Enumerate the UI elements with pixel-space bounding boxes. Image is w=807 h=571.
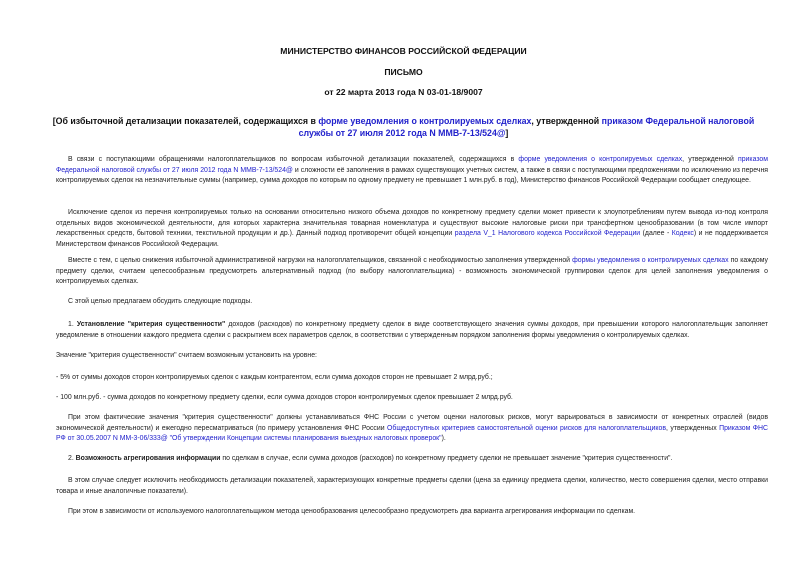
p2-text-b: (далее - (640, 230, 672, 238)
p8-text: - 100 млн.руб. - сумма доходов по конкретному предмету сделки, если сумма доходов сторон контролируемых сделок превышает 2 млрд.руб. (56, 394, 513, 401)
document-type: ПИСЬМО (384, 67, 423, 77)
p10-bold-heading: Возможность агрегирования информации (75, 455, 221, 462)
title-link-fns-order[interactable]: приказом Федеральной налоговой службы от 27 июля 2012 года N ММВ-7-13/524@ (298, 116, 755, 138)
p10-number: 2. (68, 455, 76, 462)
p7-text: - 5% от суммы доходов сторон контролируемых сделок с каждым контрагентом, если сумма доходов сторон не превышает 2 млрд.руб.; (56, 374, 493, 381)
p5-number: 1. (68, 321, 77, 328)
paragraph-8 (56, 393, 768, 404)
p2-link-tax-code-section[interactable]: раздела V_1 Налогового кодекса Российской Федерации (454, 230, 641, 238)
paragraph-9 (56, 413, 768, 445)
p6-text: Значение "критерия существенности" считаем возможным установить на уровне: (56, 352, 317, 359)
p3-link-notification-forms[interactable]: формы уведомления о контролируемых сделках (572, 257, 729, 264)
p1-link-fns-order[interactable]: приказом Федеральной налоговой службы от 27 июля 2012 года N ММВ-7-13/524@ (56, 156, 768, 174)
p10-text: по сделкам в случае, если сумма доходов (расходов) по конкретному предмету сделки не превышает значение "критерия существенности". (220, 455, 673, 462)
p4-text: С этой целью предлагаем обсудить следующие подходы. (68, 298, 253, 305)
p9-text-c: ). (441, 435, 446, 443)
paragraph-12 (56, 507, 768, 518)
paragraph-7 (56, 373, 768, 384)
p9-text-b: , утвержденных (666, 424, 720, 432)
p9-link-fns-order-2007[interactable]: Приказом ФНС РФ от 30.05.2007 N ММ-3-06/333@ "Об утверждении Концепции системы планирования выездных налоговых проверок" (56, 424, 768, 443)
paragraph-5 (56, 320, 768, 341)
title-link-notification-form[interactable]: форме уведомления о контролируемых сделках (318, 116, 532, 126)
ministry-heading: МИНИСТЕРСТВО ФИНАНСОВ РОССИЙСКОЙ ФЕДЕРАЦИИ (280, 46, 527, 56)
paragraph-6 (56, 351, 768, 362)
p2-text-c: ) и не поддерживается Министерством финансов Российской Федерации. (56, 230, 768, 248)
document-title (50, 115, 757, 139)
p3-text-a: Вместе с тем, с целью снижения избыточной административной нагрузки на налогоплательщиков, связанной с необходимостью заполнения утвержденной (68, 257, 573, 264)
paragraph-4 (56, 297, 768, 308)
p1-text-c: и сложности её заполнения в рамках существующих учетных систем, а также в связи с поступающими предложениями по исключению из перечня контролируемых сделок на незначительные суммы (например, сумма доходов по которым по одному предмету не превышает 1 млн.руб. в год), Министерство финансов Российской Федерации сообщает следующее. (56, 166, 768, 185)
p9-text-a: При этом фактические значения "критерия существенности" должны устанавливаться ФНС России с учетом оценки налоговых рисков, могут варьироваться в зависимости от конкретных отраслей (видов экономической деятельности) и ежегодно пересматриваться (по примеру установления ФНС России (56, 414, 768, 432)
p1-text-a: В связи с поступающими обращениями налогоплательщиков по вопросам избыточной детализации показателей, содержащихся в (68, 156, 519, 163)
p1-link-notification-form[interactable]: форме уведомления о контролируемых сделках (518, 156, 683, 163)
p12-text: При этом в зависимости от используемого налогоплательщиком метода ценообразования целесообразно предусмотреть два варианта агрегирования информации по сделкам. (68, 508, 636, 515)
p2-text-a: Исключение сделок из перечня контролируемых только на основании относительно низкого объема доходов по конкретному предмету сделки может привести к злоупотреблениям путем вывода из-под контроля отдельных видов экономической деятельности, для которых характерна значительная товарная номенклатура и существуют высокие налоговые риски при трансфертном ценообразовании (в том числе импорт лекарственных средств, бытовой техники, текстильной продукции и др.). Данный подход противоречит общей концепции (56, 209, 768, 238)
title-text-1: [Об избыточной детализации показателей, содержащихся в (52, 116, 319, 126)
p9-link-risk-criteria[interactable]: Общедоступных критериев самостоятельной оценки рисков для налогоплательщиков (387, 424, 666, 432)
p5-bold-heading: Установление "критерия существенности" (76, 321, 226, 328)
paragraph-11 (56, 476, 768, 497)
paragraph-2 (56, 208, 768, 250)
document-date-number: от 22 марта 2013 года N 03-01-18/9007 (324, 87, 483, 97)
p2-link-code[interactable]: Кодекс (671, 230, 694, 238)
p3-text-b: по каждому предмету сделки, считаем целесообразным предусмотреть альтернативный подход (по выбору налогоплательщика) - возможность экономической группировки сделок для целей заполнения уведомления о контролируемых сделках. (56, 257, 768, 286)
paragraph-10 (56, 454, 768, 465)
paragraph-3 (56, 256, 768, 288)
paragraph-1 (56, 155, 768, 187)
title-text-2: , утвержденной (531, 116, 602, 126)
p1-text-b: , утвержденной (682, 156, 738, 163)
title-text-3: ] (505, 128, 509, 138)
p5-text: доходов (расходов) по конкретному предмету сделок в виде соответствующего значения суммы доходов, при превышении которого налогоплательщик заполняет уведомление в отношении каждого предмета сделки с раскрытием всех параметров сделок, в соответствии с утвержденным порядком заполнения формы уведомления о контролируемых сделках. (56, 321, 768, 339)
p11-text: В этом случае следует исключить необходимость детализации показателей, характеризующих конкретные предметы сделки (цена за единицу предмета сделки, количество, место совершения сделки, место отправки товара и иные аналогичные показатели). (56, 477, 768, 495)
